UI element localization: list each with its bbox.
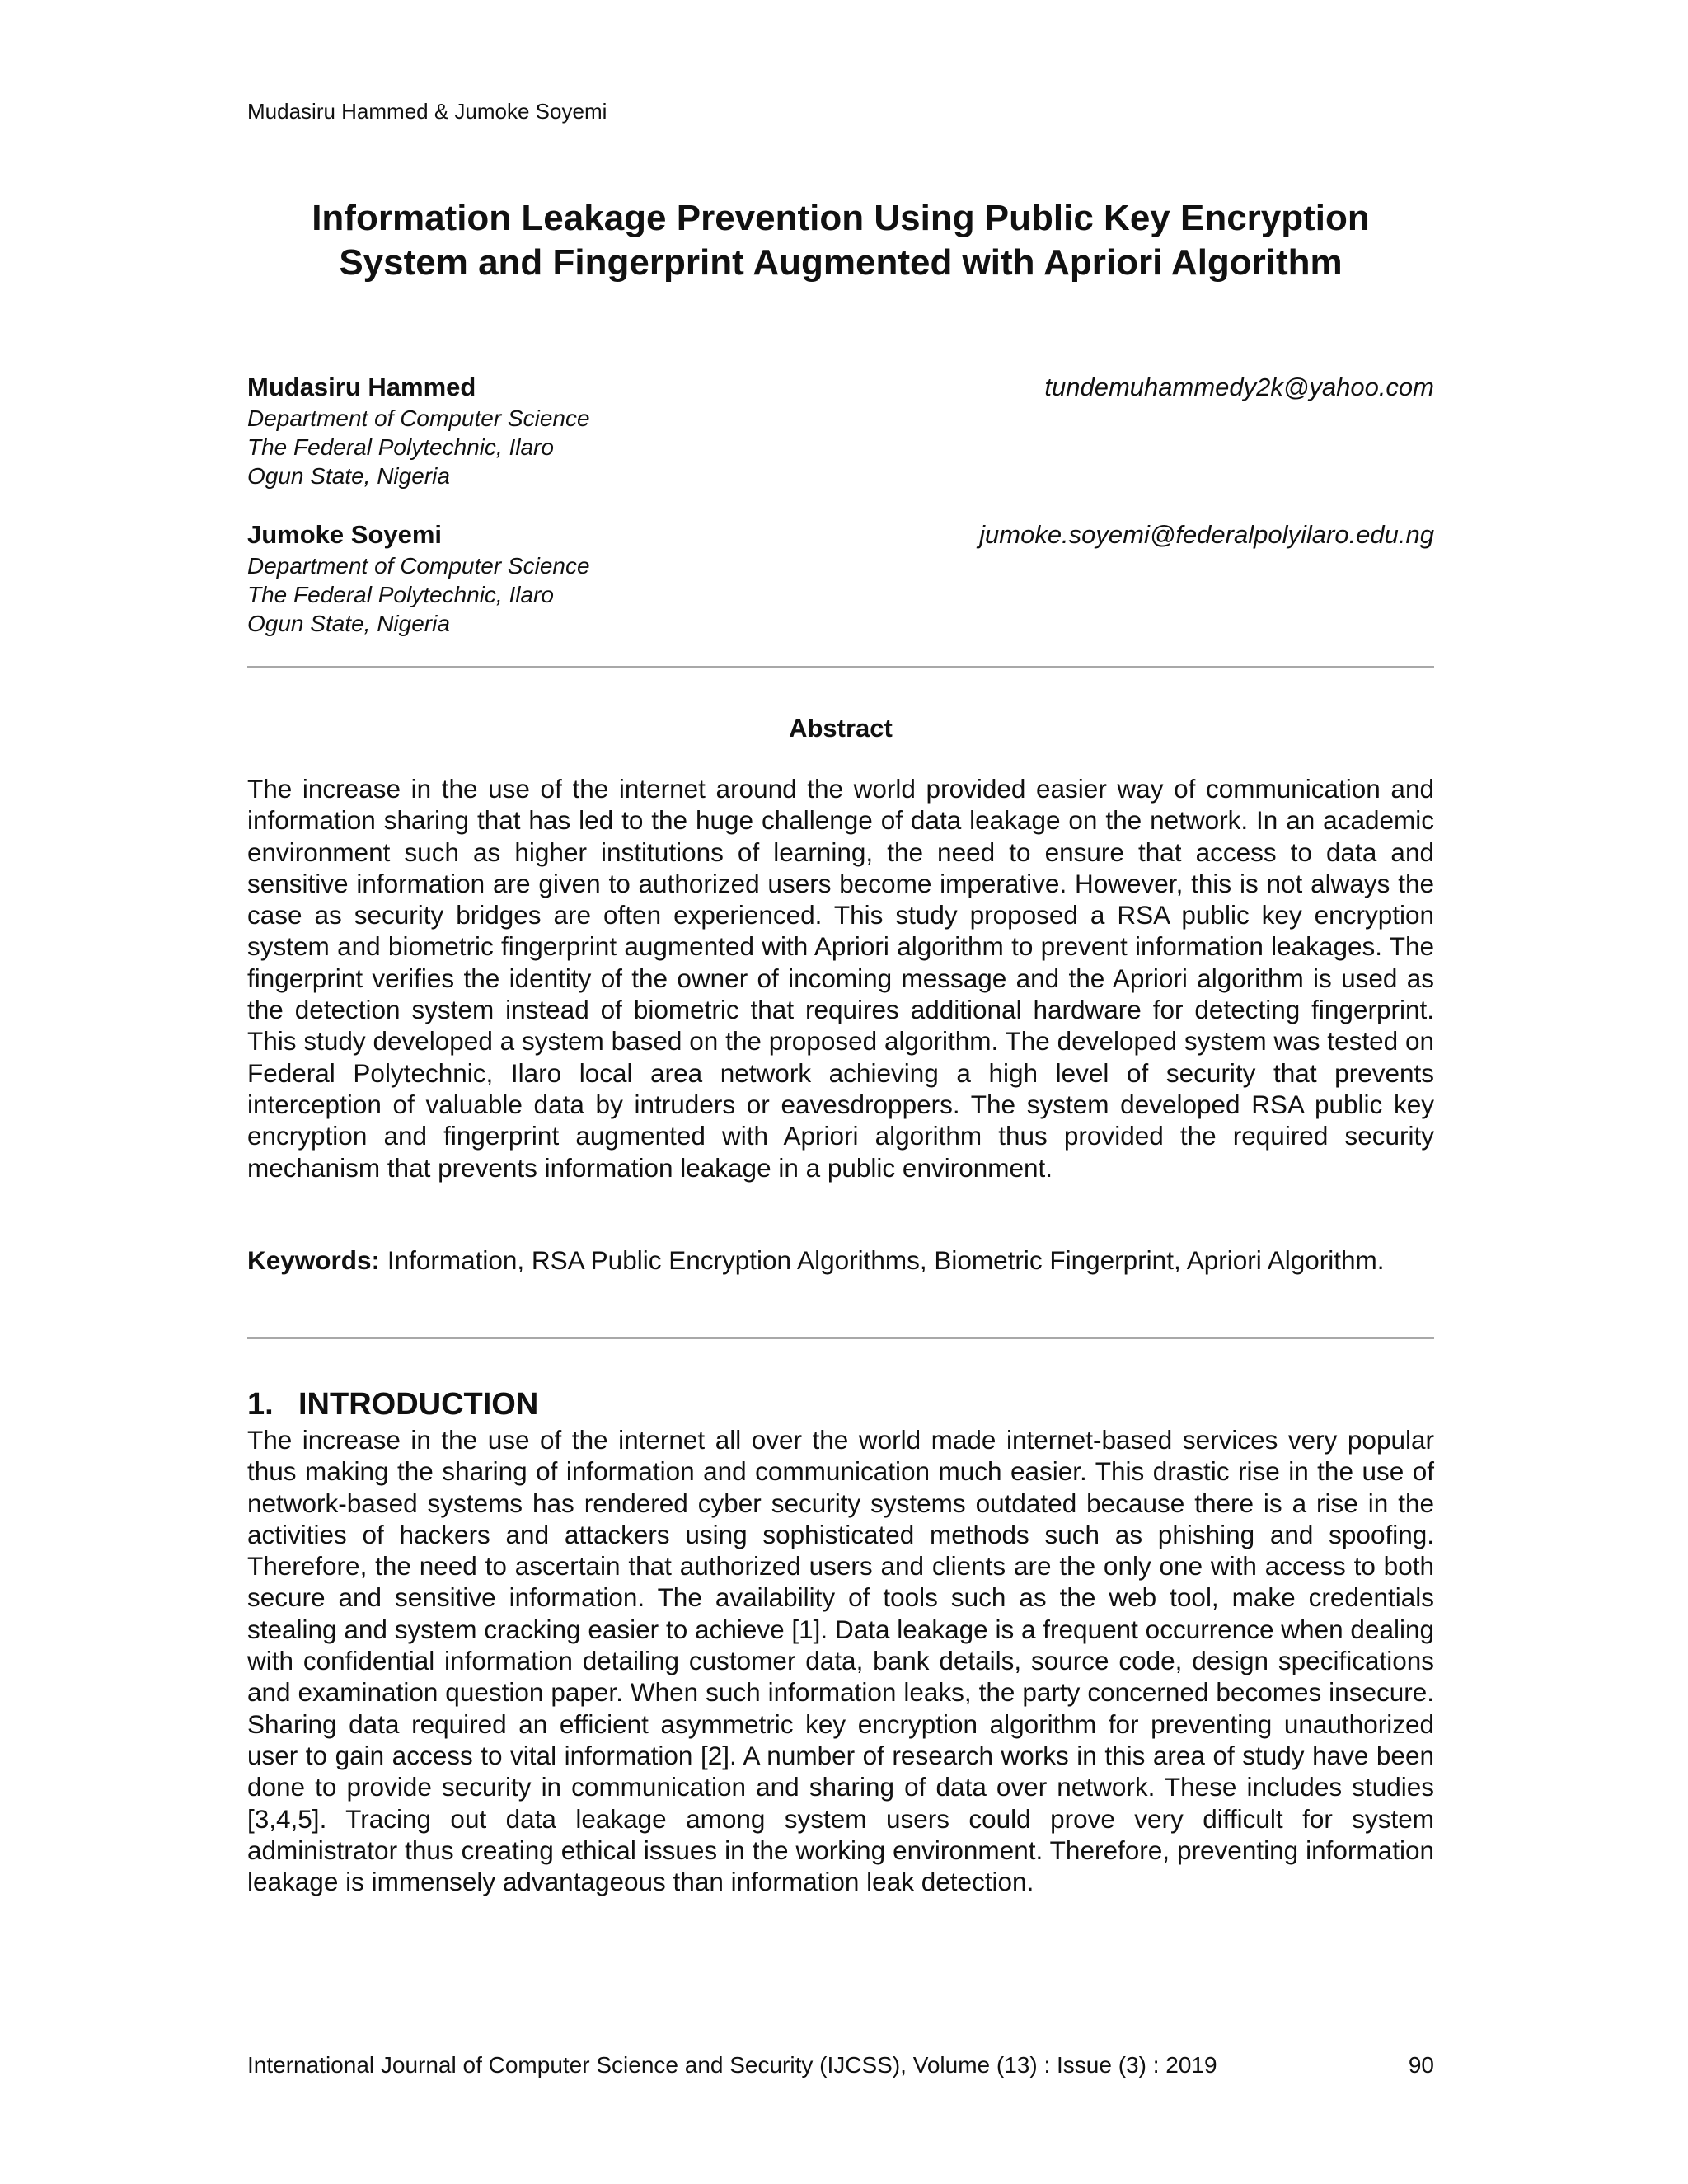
keywords-list: Information, RSA Public Encryption Algorithms, Biometric Fingerprint, Apriori Algorithm. [387,1245,1385,1275]
abstract-heading: Abstract [789,714,893,743]
keywords [247,1244,1434,1276]
author-location: Ogun State, Nigeria [247,611,450,636]
journal-citation: International Journal of Computer Science and Security (IJCSS), Volume (13) : Issue (3) : 2019 [247,2052,1217,2078]
introduction-text: The increase in the use of the internet all over the world made internet-based services very popular thus making the sharing of information and communication much easier. This drastic rise in the use of network-based systems has rendered cyber security systems outdated because there is a rise in the activities of hackers and attackers using sophisticated methods such as phishing and spoofing. Therefore, the need to ascertain that authorized users and clients are the only one with access to both secure and sensitive information. The availability of tools such as the web tool, make credentials stealing and system cracking easier to achieve [1]. Data leakage is a frequent occurrence when dealing with confidential information detailing customer data, bank details, source code, design specifications and examination question paper. When such information leaks, the party concerned becomes insecure. Sharing data required an efficient asymmetric key encryption algorithm for preventing unauthorized user to gain access to vital information [2]. A number of research works in this area of study have been done to provide security in communication and sharing of data over network. These includes studies [3,4,5]. Tracing out data leakage among system users could prove very difficult for system administrator thus creating ethical issues in the working environment. Therefore, preventing information leakage is immensely advantageous than information leak detection. [247,1425,1434,1897]
abstract-text: The increase in the use of the internet around the world provided easier way of communication and information sharing that has led to the huge challenge of data leakage on the network. In an academic environment such as higher institutions of learning, the need to ensure that access to data and sensitive information are given to authorized users become imperative. However, this is not always the case as security bridges are often experienced. This study proposed a RSA public key encryption system and biometric fingerprint augmented with Apriori algorithm to prevent information leakages. The fingerprint verifies the identity of the owner of incoming message and the Apriori algorithm is used as the detection system instead of biometric that requires additional hardware for detecting fingerprint. This study developed a system based on the proposed algorithm. The developed system was tested on Federal Polytechnic, Ilaro local area network achieving a high level of security that prevents interception of valuable data by intruders or eavesdroppers. The system developed RSA public key encryption and fingerprint augmented with Apriori algorithm thus provided the required security mechanism that prevents information leakage in a public environment. [247,774,1434,1183]
divider-bottom [247,1337,1434,1339]
author-institution: The Federal Polytechnic, Ilaro [247,434,554,460]
title-line-1: Information Leakage Prevention Using Public Key Encryption [312,198,1370,238]
running-header: Mudasiru Hammed & Jumoke Soyemi [247,99,607,124]
author-name: Mudasiru Hammed [247,373,476,401]
author-name: Jumoke Soyemi [247,520,443,549]
keywords-label: Keywords: [247,1245,381,1275]
author-institution: The Federal Polytechnic, Ilaro [247,582,554,607]
author-block-2 [247,518,1434,638]
author-block-1 [247,371,1434,490]
page-footer [247,2050,1434,2080]
author-department: Department of Computer Science [247,405,590,431]
paper-title [247,196,1434,285]
author-department: Department of Computer Science [247,553,590,579]
title-line-2: System and Fingerprint Augmented with Apriori Algorithm [339,242,1343,283]
section-number: 1. [247,1387,274,1422]
section-title: INTRODUCTION [298,1387,539,1422]
page-number: 90 [1408,2052,1434,2078]
author-location: Ogun State, Nigeria [247,463,450,489]
author-email: jumoke.soyemi@federalpolyilaro.edu.ng [979,520,1434,549]
section-heading-introduction [247,1386,538,1422]
author-email: tundemuhammedy2k@yahoo.com [1044,373,1434,401]
divider-top [247,666,1434,668]
